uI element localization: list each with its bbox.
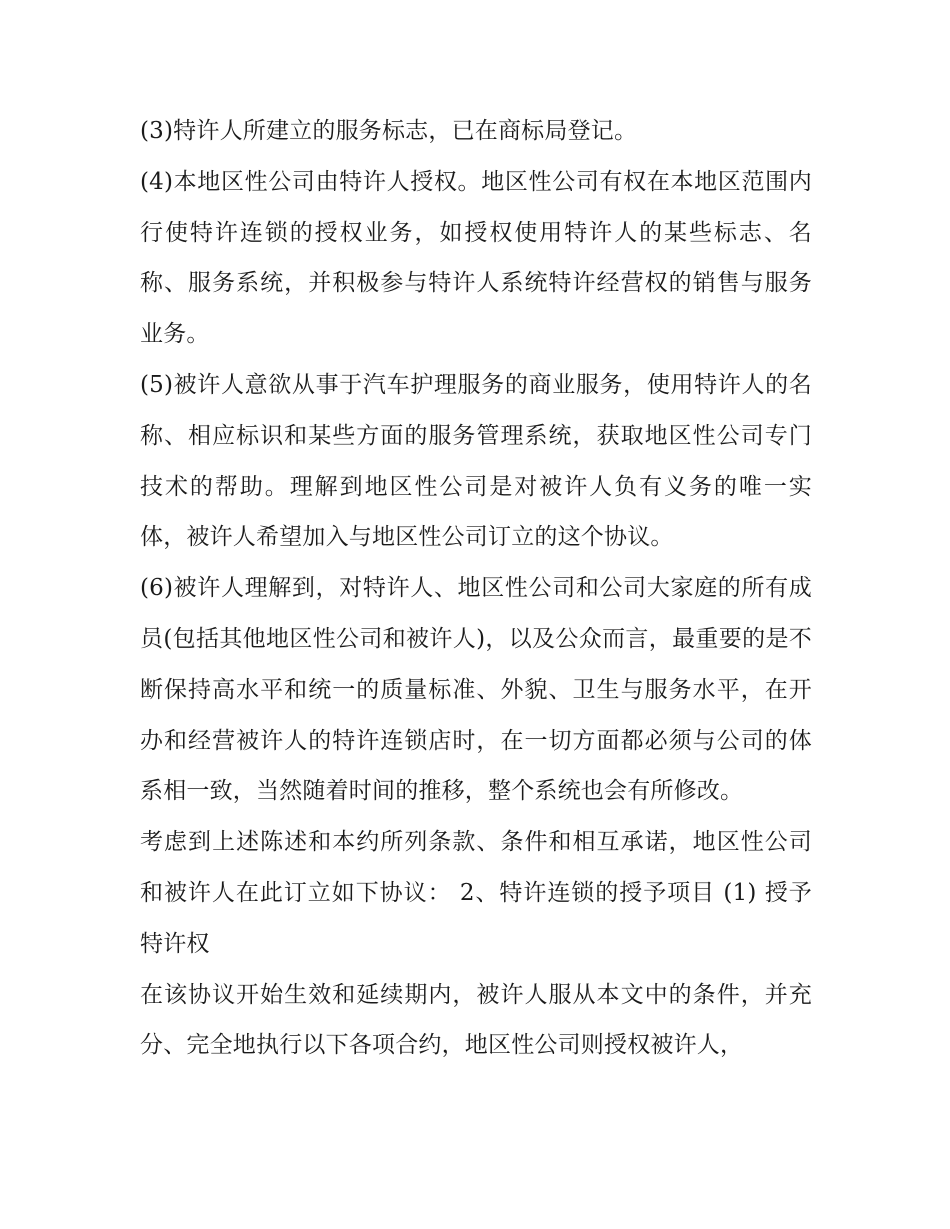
- paragraph-agreement-intro: 考虑到上述陈述和本约所列条款、条件和相互承诺，地区性公司和被许人在此订立如下协议： 2、特许连锁的授予项目 (1) 授予特许权: [140, 829, 812, 957]
- paragraph-3: (3)特许人所建立的服务标志，已在商标局登记。: [140, 118, 638, 144]
- paragraph-4: (4)本地区性公司由特许人授权。地区性公司有权在本地区范围内行使特许连锁的授权业务，如授权使用特许人的某些标志、名称、服务系统，并积极参与特许人系统特许经营权的销售与服务业务。: [140, 168, 812, 348]
- paragraph-6: (6)被许人理解到，对特许人、地区性公司和公司大家庭的所有成员(包括其他地区性公司和被许人)，以及公众而言，最重要的是不断保持高水平和统一的质量标准、外貌、卫生与服务水平，在开办和经营被许人的特许连锁店时，在一切方面都必须与公司的体系相一致，当然随着时间的推移，整个系统也会有所修改。: [140, 575, 812, 805]
- paragraph-grant-terms: 在该协议开始生效和延续期内，被许人服从本文中的条件，并充分、完全地执行以下各项合约，地区性公司则授权被许人，: [140, 981, 812, 1059]
- paragraph-5: (5)被许人意欲从事于汽车护理服务的商业服务，使用特许人的名称、相应标识和某些方面的服务管理系统，获取地区性公司专门技术的帮助。理解到地区性公司是对被许人负有义务的唯一实体，被许人希望加入与地区性公司订立的这个协议。: [140, 371, 812, 551]
- document-body: [140, 106, 812, 1071]
